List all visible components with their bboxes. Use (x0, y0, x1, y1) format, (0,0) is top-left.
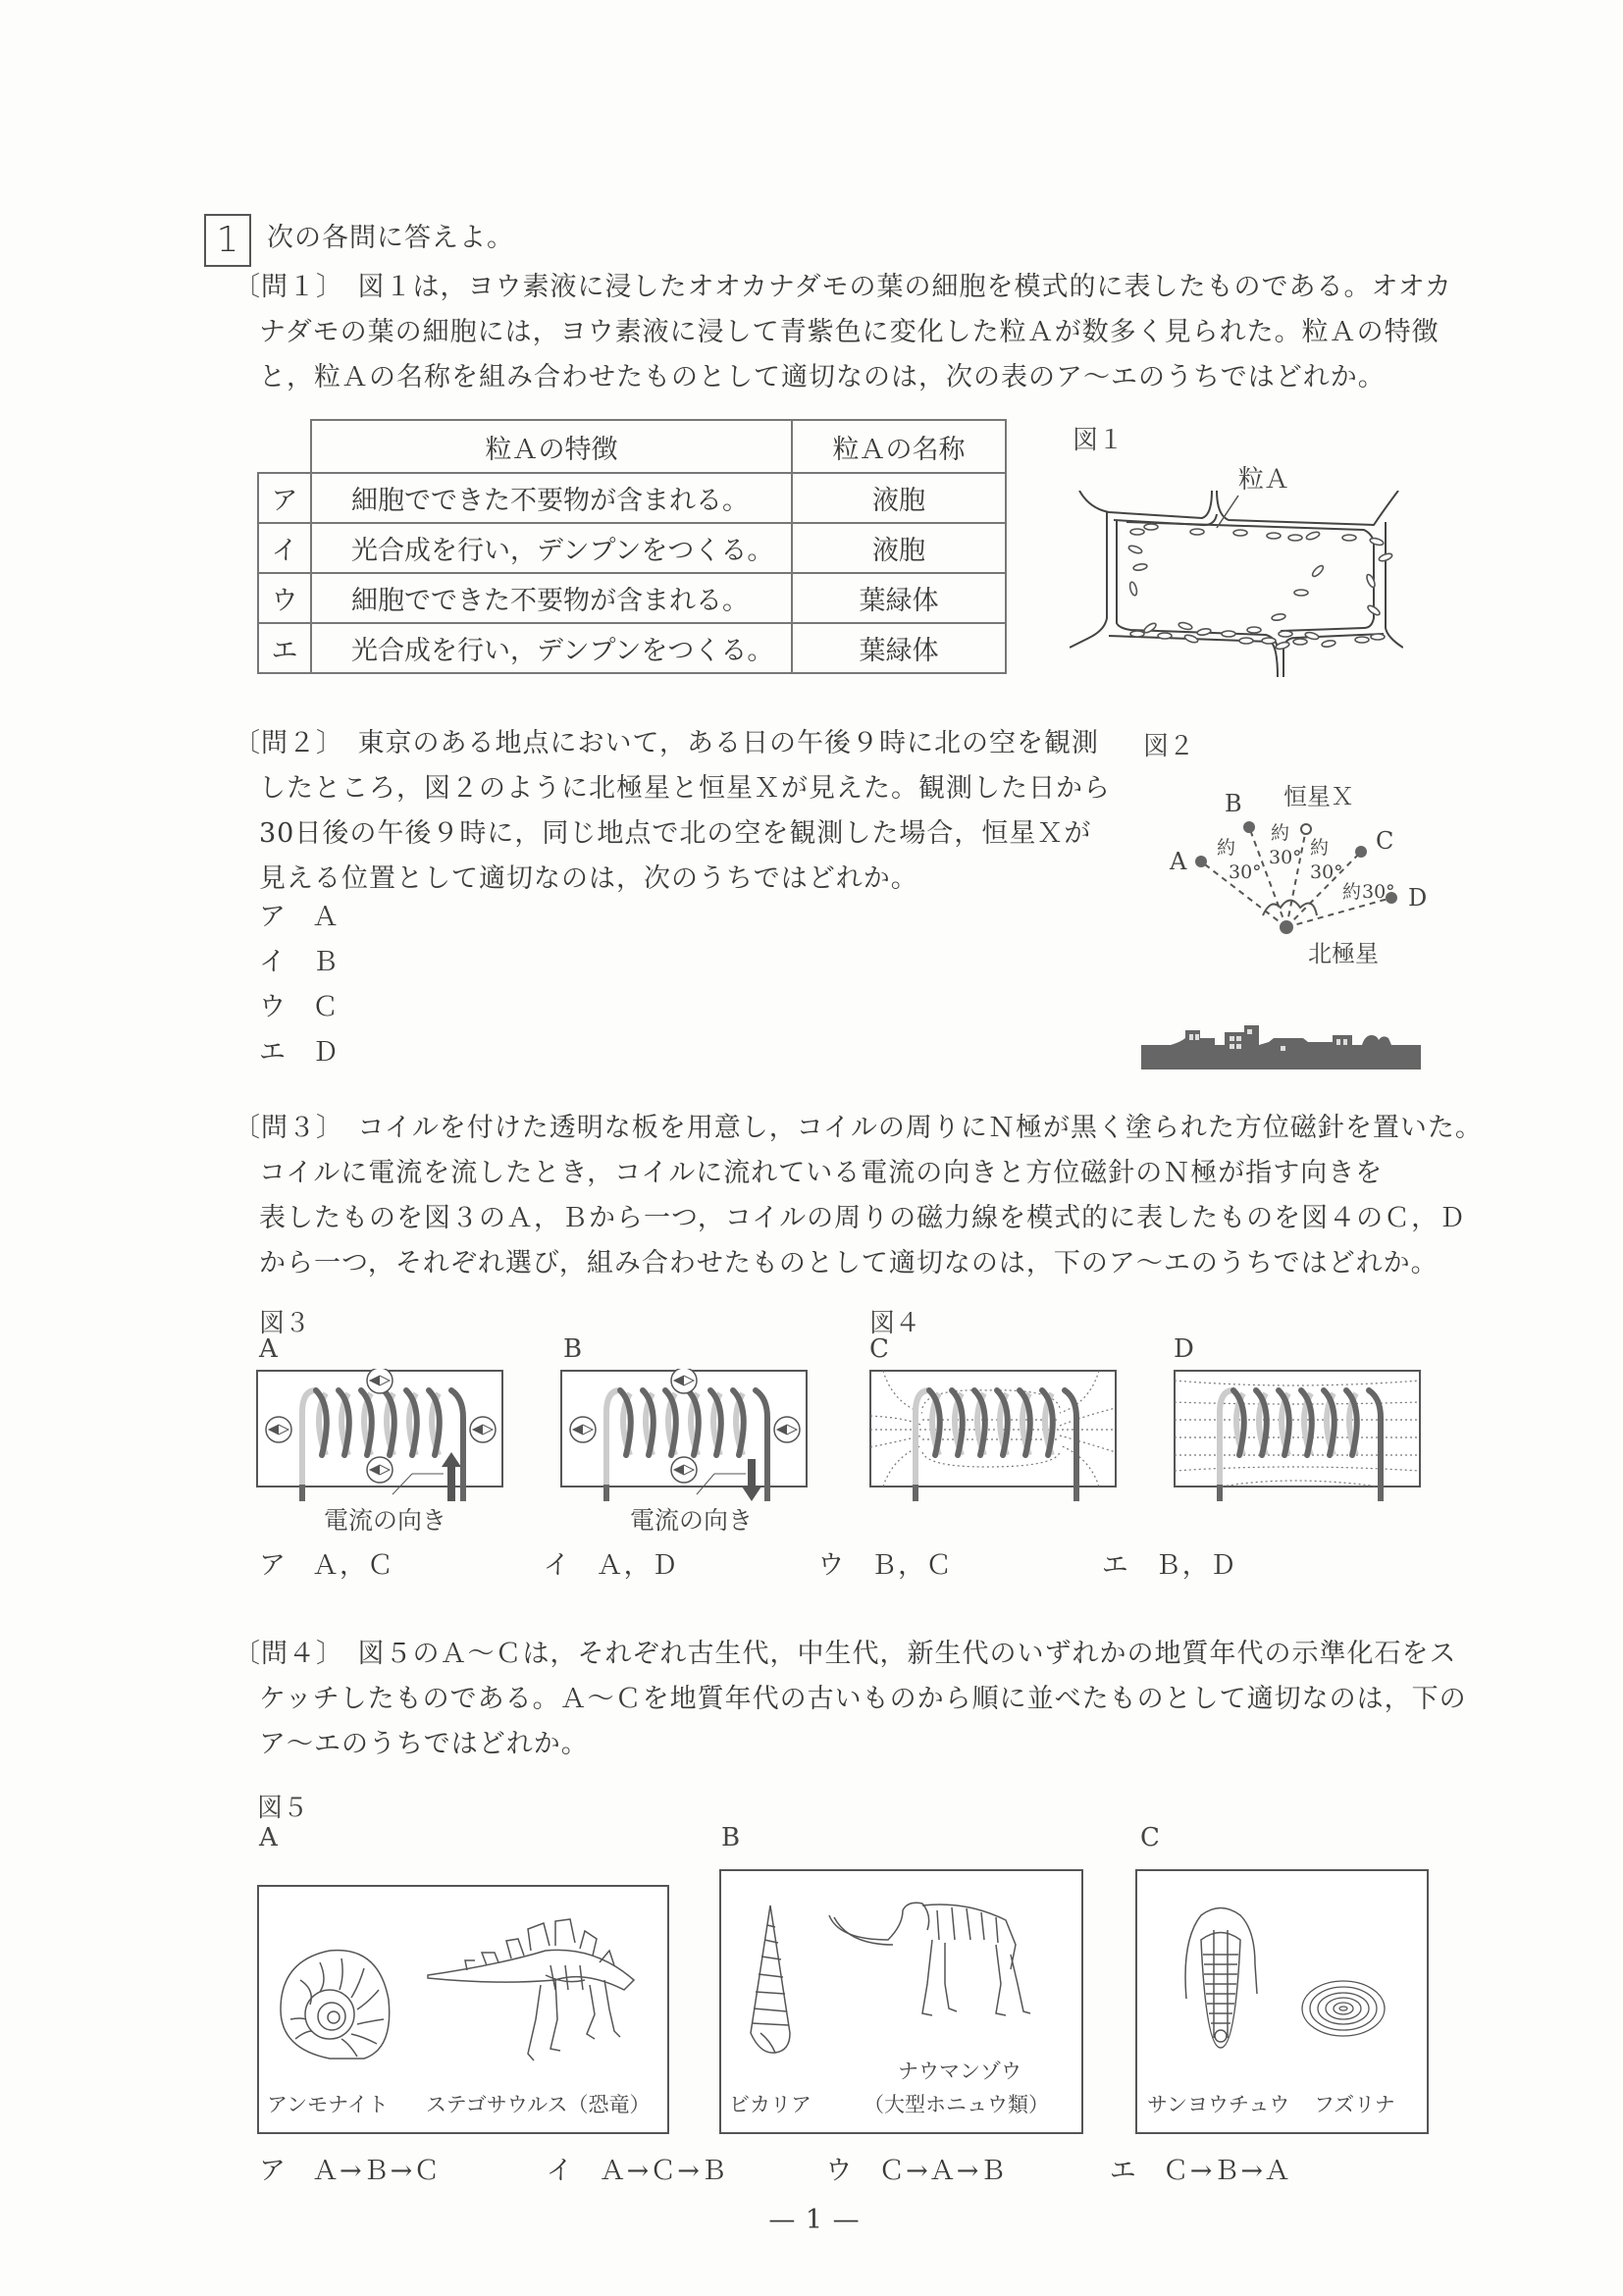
row-feature: 細胞でできた不要物が含まれる。 (311, 473, 792, 523)
row-feature: 細胞でできた不要物が含まれる。 (311, 573, 792, 623)
q3-line-3: 表したものを図３のＡ，Ｂから一つ，コイルの周りの磁力線を模式的に表したものを図４のＣ，Ｄ (259, 1203, 1467, 1233)
q4-choices (259, 2149, 1437, 2194)
row-feature: 光合成を行い，デンプンをつくる。 (311, 523, 792, 573)
row-label: ウ (258, 573, 311, 623)
star-x (1301, 824, 1311, 834)
q3-text (234, 1106, 1483, 1286)
fossil-panel-a-label: A (259, 1823, 278, 1852)
city-skyline-silhouette (1141, 1020, 1421, 1070)
compass-needle-icon (570, 1417, 596, 1442)
q3-line-4: から一つ，それぞれ選び，組み合わせたものとして適切なのは，下のア～エのうちではどれか。 (259, 1248, 1439, 1278)
q2-choice[interactable] (259, 985, 340, 1030)
q1-text (234, 265, 1452, 400)
panel-d-field-lines (1175, 1371, 1420, 1501)
q1-line-2: ナダモの葉の細胞には，ヨウ素液に浸して青紫色に変化した粒Ａが数多く見られた。粒Ａの特徴 (259, 317, 1440, 347)
figure-3-4-coil-diagrams (255, 1369, 1452, 1501)
q2-choice[interactable] (259, 1030, 340, 1075)
table-row (258, 473, 1006, 523)
figure-3-label: 図３ (259, 1309, 311, 1338)
choice-label: イ (543, 1550, 571, 1581)
fossil-sketches-c (1147, 1901, 1422, 2058)
polaris-star (1280, 920, 1293, 934)
fossil-sketches-b (731, 1886, 1074, 2062)
section-instruction: 次の各問に答えよ。 (267, 223, 514, 253)
fossil-panel-c (1135, 1869, 1429, 2134)
panel-b-coil (561, 1369, 807, 1501)
angle-prefix: 約 (1342, 881, 1362, 903)
choice-value: Ａ，Ｃ (312, 1550, 394, 1581)
choice-value: Ａ (312, 902, 340, 932)
choice-value: Ｃ (312, 992, 340, 1022)
cell-walls (1070, 491, 1403, 677)
angle-prefix: 約 (1271, 822, 1290, 844)
choice-value: Ｂ，Ｃ (870, 1550, 954, 1581)
current-direction-caption-b: 電流の向き (630, 1506, 754, 1535)
q2-choice[interactable] (259, 940, 340, 985)
naumann-elephant-skeleton-icon (829, 1903, 1030, 2015)
choice-label: ウ (259, 992, 287, 1022)
fusulina-icon (1302, 1981, 1385, 2036)
angle-prefix: 約 (1217, 837, 1236, 859)
panel-a-coil (257, 1369, 502, 1501)
panel-c-field-lines (870, 1371, 1116, 1501)
row-label: ア (258, 473, 311, 523)
fossil-panel-b (719, 1869, 1083, 2134)
figure-2-label: 図２ (1143, 732, 1195, 761)
question-number-box: 1 (204, 214, 251, 267)
compass-needle-icon (367, 1457, 393, 1483)
angle-value: 30° (1310, 861, 1343, 883)
choice-label: エ (259, 1037, 287, 1068)
fossil-panel-c-label: C (1140, 1823, 1160, 1852)
star-point-b (1243, 821, 1255, 833)
fossil-name: フズリナ (1314, 2093, 1395, 2116)
figure-4-panel-d-label: D (1174, 1334, 1194, 1364)
fossil-name-subtitle: （大型ホニュウ類） (864, 2093, 1049, 2116)
choice-label: ウ (825, 2156, 854, 2186)
q4-choice[interactable] (1110, 2149, 1291, 2194)
page-number: — 1 — (768, 2205, 861, 2235)
header-name: 粒Ａの名称 (792, 420, 1006, 473)
star-point-a (1195, 856, 1207, 867)
figure-4-panel-c-label: C (869, 1334, 889, 1364)
fossil-name: ビカリア (729, 2093, 812, 2116)
angle-value: 30° (1269, 847, 1302, 868)
q3-choice[interactable] (544, 1543, 809, 1589)
current-direction-caption-a: 電流の向き (324, 1506, 447, 1535)
stegosaurus-skeleton-icon (428, 1919, 634, 2061)
choice-label: エ (1101, 1550, 1129, 1581)
figure-4-label: 図４ (869, 1309, 921, 1338)
ammonite-icon (281, 1951, 390, 2059)
figure-1-label: 図１ (1073, 426, 1125, 455)
fossil-name: ステゴサウルス（恐竜） (426, 2093, 651, 2116)
fossil-name: アンモナイト (267, 2093, 389, 2116)
polaris-label: 北極星 (1308, 940, 1379, 967)
star-x-label: 恒星Ｘ (1283, 783, 1354, 810)
q2-text (234, 721, 1117, 902)
table-row (258, 573, 1006, 623)
choice-label: ア (259, 1550, 287, 1581)
header-feature: 粒Ａの特徴 (311, 420, 792, 473)
q3-choice[interactable] (1102, 1543, 1237, 1589)
fossil-name: ナウマンゾウ (898, 2060, 1021, 2083)
fossil-sketches-a (271, 1911, 663, 2098)
row-label: エ (258, 623, 311, 673)
angle-value: 30° (1229, 861, 1262, 883)
q3-choice[interactable] (259, 1543, 534, 1589)
figure-1-cell-diagram (1070, 491, 1403, 677)
choice-label: ア (259, 2156, 287, 2186)
q4-text (234, 1632, 1467, 1767)
choice-label: イ (546, 2156, 574, 2186)
particle-a-label: 粒Ａ (1238, 465, 1290, 495)
point-a-label: A (1170, 848, 1187, 875)
q1-answer-table (257, 419, 1007, 674)
q4-line-3: ア～エのうちではどれか。 (259, 1729, 589, 1759)
compass-needle-icon (671, 1369, 697, 1393)
angle-prefix: 約 (1310, 837, 1330, 859)
choice-value: Ｂ，Ｄ (1154, 1550, 1237, 1581)
star-point-c (1355, 846, 1367, 858)
choice-value: Ａ→Ｃ→Ｂ (599, 2156, 728, 2186)
row-feature: 光合成を行い，デンプンをつくる。 (311, 623, 792, 673)
q1-line-1: 〔問１〕 図１は，ヨウ素液に浸したオオカナダモの葉の細胞を模式的に表したものである。オオカ (234, 272, 1452, 302)
fossil-panel-b-label: B (721, 1823, 741, 1852)
q2-line-1: 〔問２〕 東京のある地点において，ある日の午後９時に北の空を観測 (234, 728, 1099, 758)
row-name: 葉緑体 (792, 623, 1006, 673)
trilobite-icon (1185, 1908, 1257, 2049)
choice-label: ウ (817, 1550, 846, 1581)
q2-choices (259, 895, 340, 1075)
q3-line-2: コイルに電流を流したとき，コイルに流れている電流の向きと方位磁針のＮ極が指す向きを (259, 1158, 1384, 1188)
q2-line-4: 見える位置として適切なのは，次のうちではどれか。 (259, 863, 918, 894)
figure-3-panel-a-label: A (259, 1334, 278, 1364)
q2-choice[interactable] (259, 895, 340, 940)
q2-line-3: 30日後の午後９時に，同じ地点で北の空を観測した場合，恒星Ｘが (259, 818, 1092, 849)
q4-line-2: ケッチしたものである。Ａ～Ｃを地質年代の古いものから順に並べたものとして適切なのは，下の (259, 1684, 1467, 1714)
q4-choice[interactable] (825, 2149, 1100, 2194)
point-b-label: B (1225, 790, 1242, 817)
q4-line-1: 〔問４〕 図５のＡ～Ｃは，それぞれ古生代，中生代，新生代のいずれかの地質年代の示準化石をス (234, 1639, 1457, 1669)
choice-value: Ｄ (312, 1037, 340, 1068)
q3-choices (259, 1543, 1437, 1589)
choice-value: Ａ→Ｂ→Ｃ (312, 2156, 442, 2186)
q4-choice[interactable] (259, 2149, 537, 2194)
figure-3-panel-b-label: B (563, 1334, 583, 1364)
q3-choice[interactable] (817, 1543, 1092, 1589)
choice-value: Ａ，Ｄ (596, 1550, 679, 1581)
q1-line-3: と，粒Ａの名称を組み合わせたものとして適切なのは，次の表のア～エのうちではどれか。 (259, 362, 1386, 392)
point-d-label: D (1408, 884, 1428, 912)
table-header-row (258, 420, 1006, 473)
compass-needle-icon (671, 1457, 697, 1483)
row-name: 液胞 (792, 523, 1006, 573)
compass-needle-icon (266, 1417, 291, 1442)
row-name: 液胞 (792, 473, 1006, 523)
choice-value: Ｃ→Ａ→Ｂ (878, 2156, 1008, 2186)
q4-choice[interactable] (547, 2149, 816, 2194)
table-row (258, 623, 1006, 673)
point-c-label: C (1376, 827, 1394, 855)
compass-needle-icon (774, 1417, 800, 1442)
choice-label: ア (259, 902, 287, 932)
figure-5-label: 図５ (257, 1794, 309, 1823)
q3-line-1: 〔問３〕 コイルを付けた透明な板を用意し，コイルの周りにＮ極が黒く塗られた方位磁針を置いた。 (234, 1113, 1483, 1143)
choice-value: Ｃ→Ｂ→Ａ (1162, 2156, 1292, 2186)
compass-needle-icon (470, 1417, 496, 1442)
table-corner (258, 420, 311, 473)
row-label: イ (258, 523, 311, 573)
row-name: 葉緑体 (792, 573, 1006, 623)
choice-value: Ｂ (312, 947, 340, 977)
compass-needle-icon (367, 1369, 393, 1393)
vicarya-shell-icon (751, 1905, 790, 2053)
choice-label: エ (1109, 2156, 1137, 2186)
q2-line-2: したところ，図２のように北極星と恒星Ｘが見えた。観測した日から (259, 773, 1111, 804)
angle-value: 30° (1362, 881, 1395, 903)
fossil-panel-a (257, 1885, 669, 2134)
fossil-name: サンヨウチュウ (1147, 2093, 1290, 2116)
choice-label: イ (259, 947, 287, 977)
table-row (258, 523, 1006, 573)
